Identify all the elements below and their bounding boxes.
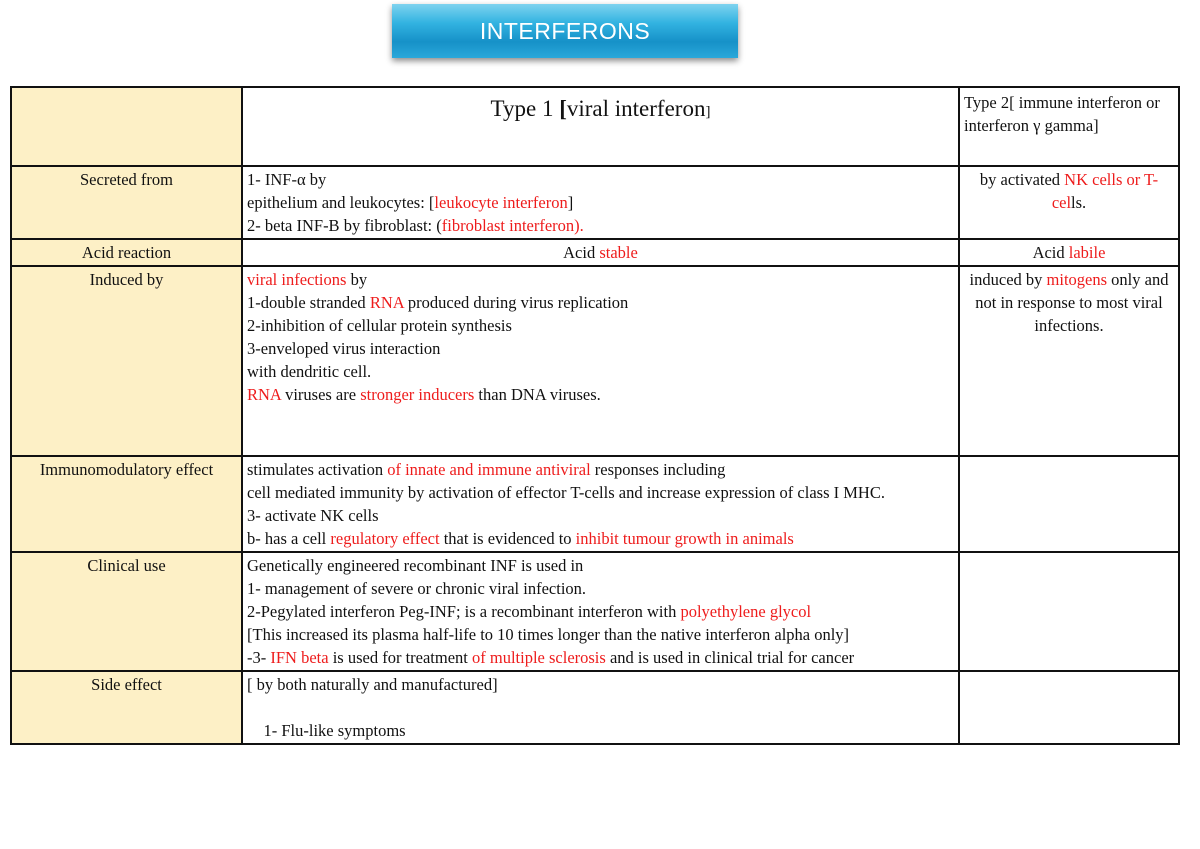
row-label-secreted: Secreted from <box>11 166 242 239</box>
clinical-type1: Genetically engineered recombinant INF is used in 1- management of severe or chronic viral infection. 2-Pegylated interferon Peg-INF; is a recombinant interferon with polyethylene glycol [This increased its plasma half-life to 10 times longer than the native interferon alpha only] -3- IFN beta is used for treatment of multiple sclerosis and is used in clinical trial for cancer <box>242 552 959 671</box>
row-label-clinical: Clinical use <box>11 552 242 671</box>
table-row <box>11 552 1179 671</box>
secreted-type2: by activated NK cells or T-cells. <box>959 166 1179 239</box>
table-row <box>11 239 1179 266</box>
interferons-table <box>10 86 1180 745</box>
immuno-type1: stimulates activation of innate and immune antiviral responses including cell mediated immunity by activation of effector T-cells and increase expression of class I MHC. 3- activate NK cells b- has a cell regulatory effect that is evidenced to inhibit tumour growth in animals <box>242 456 959 552</box>
header-type2: Type 2[ immune interferon or interferon γ gamma] <box>959 87 1179 166</box>
secreted-type1: 1- INF-α by epithelium and leukocytes: [leukocyte interferon] 2- beta INF-B by fibroblast: (fibroblast interferon). <box>242 166 959 239</box>
row-label-side-effect: Side effect <box>11 671 242 744</box>
row-label-acid: Acid reaction <box>11 239 242 266</box>
table-row <box>11 456 1179 552</box>
side-type2 <box>959 671 1179 744</box>
acid-type2: Acid labile <box>959 239 1179 266</box>
table-row <box>11 266 1179 456</box>
header-blank-cell <box>11 87 242 166</box>
row-label-immunomodulatory: Immunomodulatory effect <box>11 456 242 552</box>
induced-type2: induced by mitogens only and not in response to most viral infections. <box>959 266 1179 456</box>
acid-type1: Acid stable <box>242 239 959 266</box>
side-type1: [ by both naturally and manufactured] 1- Flu-like symptoms <box>242 671 959 744</box>
header-row <box>11 87 1179 166</box>
row-label-induced: Induced by <box>11 266 242 456</box>
induced-type1: viral infections by 1-double stranded RNA produced during virus replication 2-inhibition of cellular protein synthesis 3-enveloped virus interaction with dendritic cell. RNA viruses are stronger inducers than DNA viruses. <box>242 266 959 456</box>
title-text: INTERFERONS <box>479 17 651 44</box>
header-type1: Type 1 [viral interferon] <box>242 87 959 166</box>
table-row <box>11 671 1179 744</box>
clinical-type2 <box>959 552 1179 671</box>
table-row <box>11 166 1179 239</box>
immuno-type2 <box>959 456 1179 552</box>
title-banner <box>392 4 738 58</box>
